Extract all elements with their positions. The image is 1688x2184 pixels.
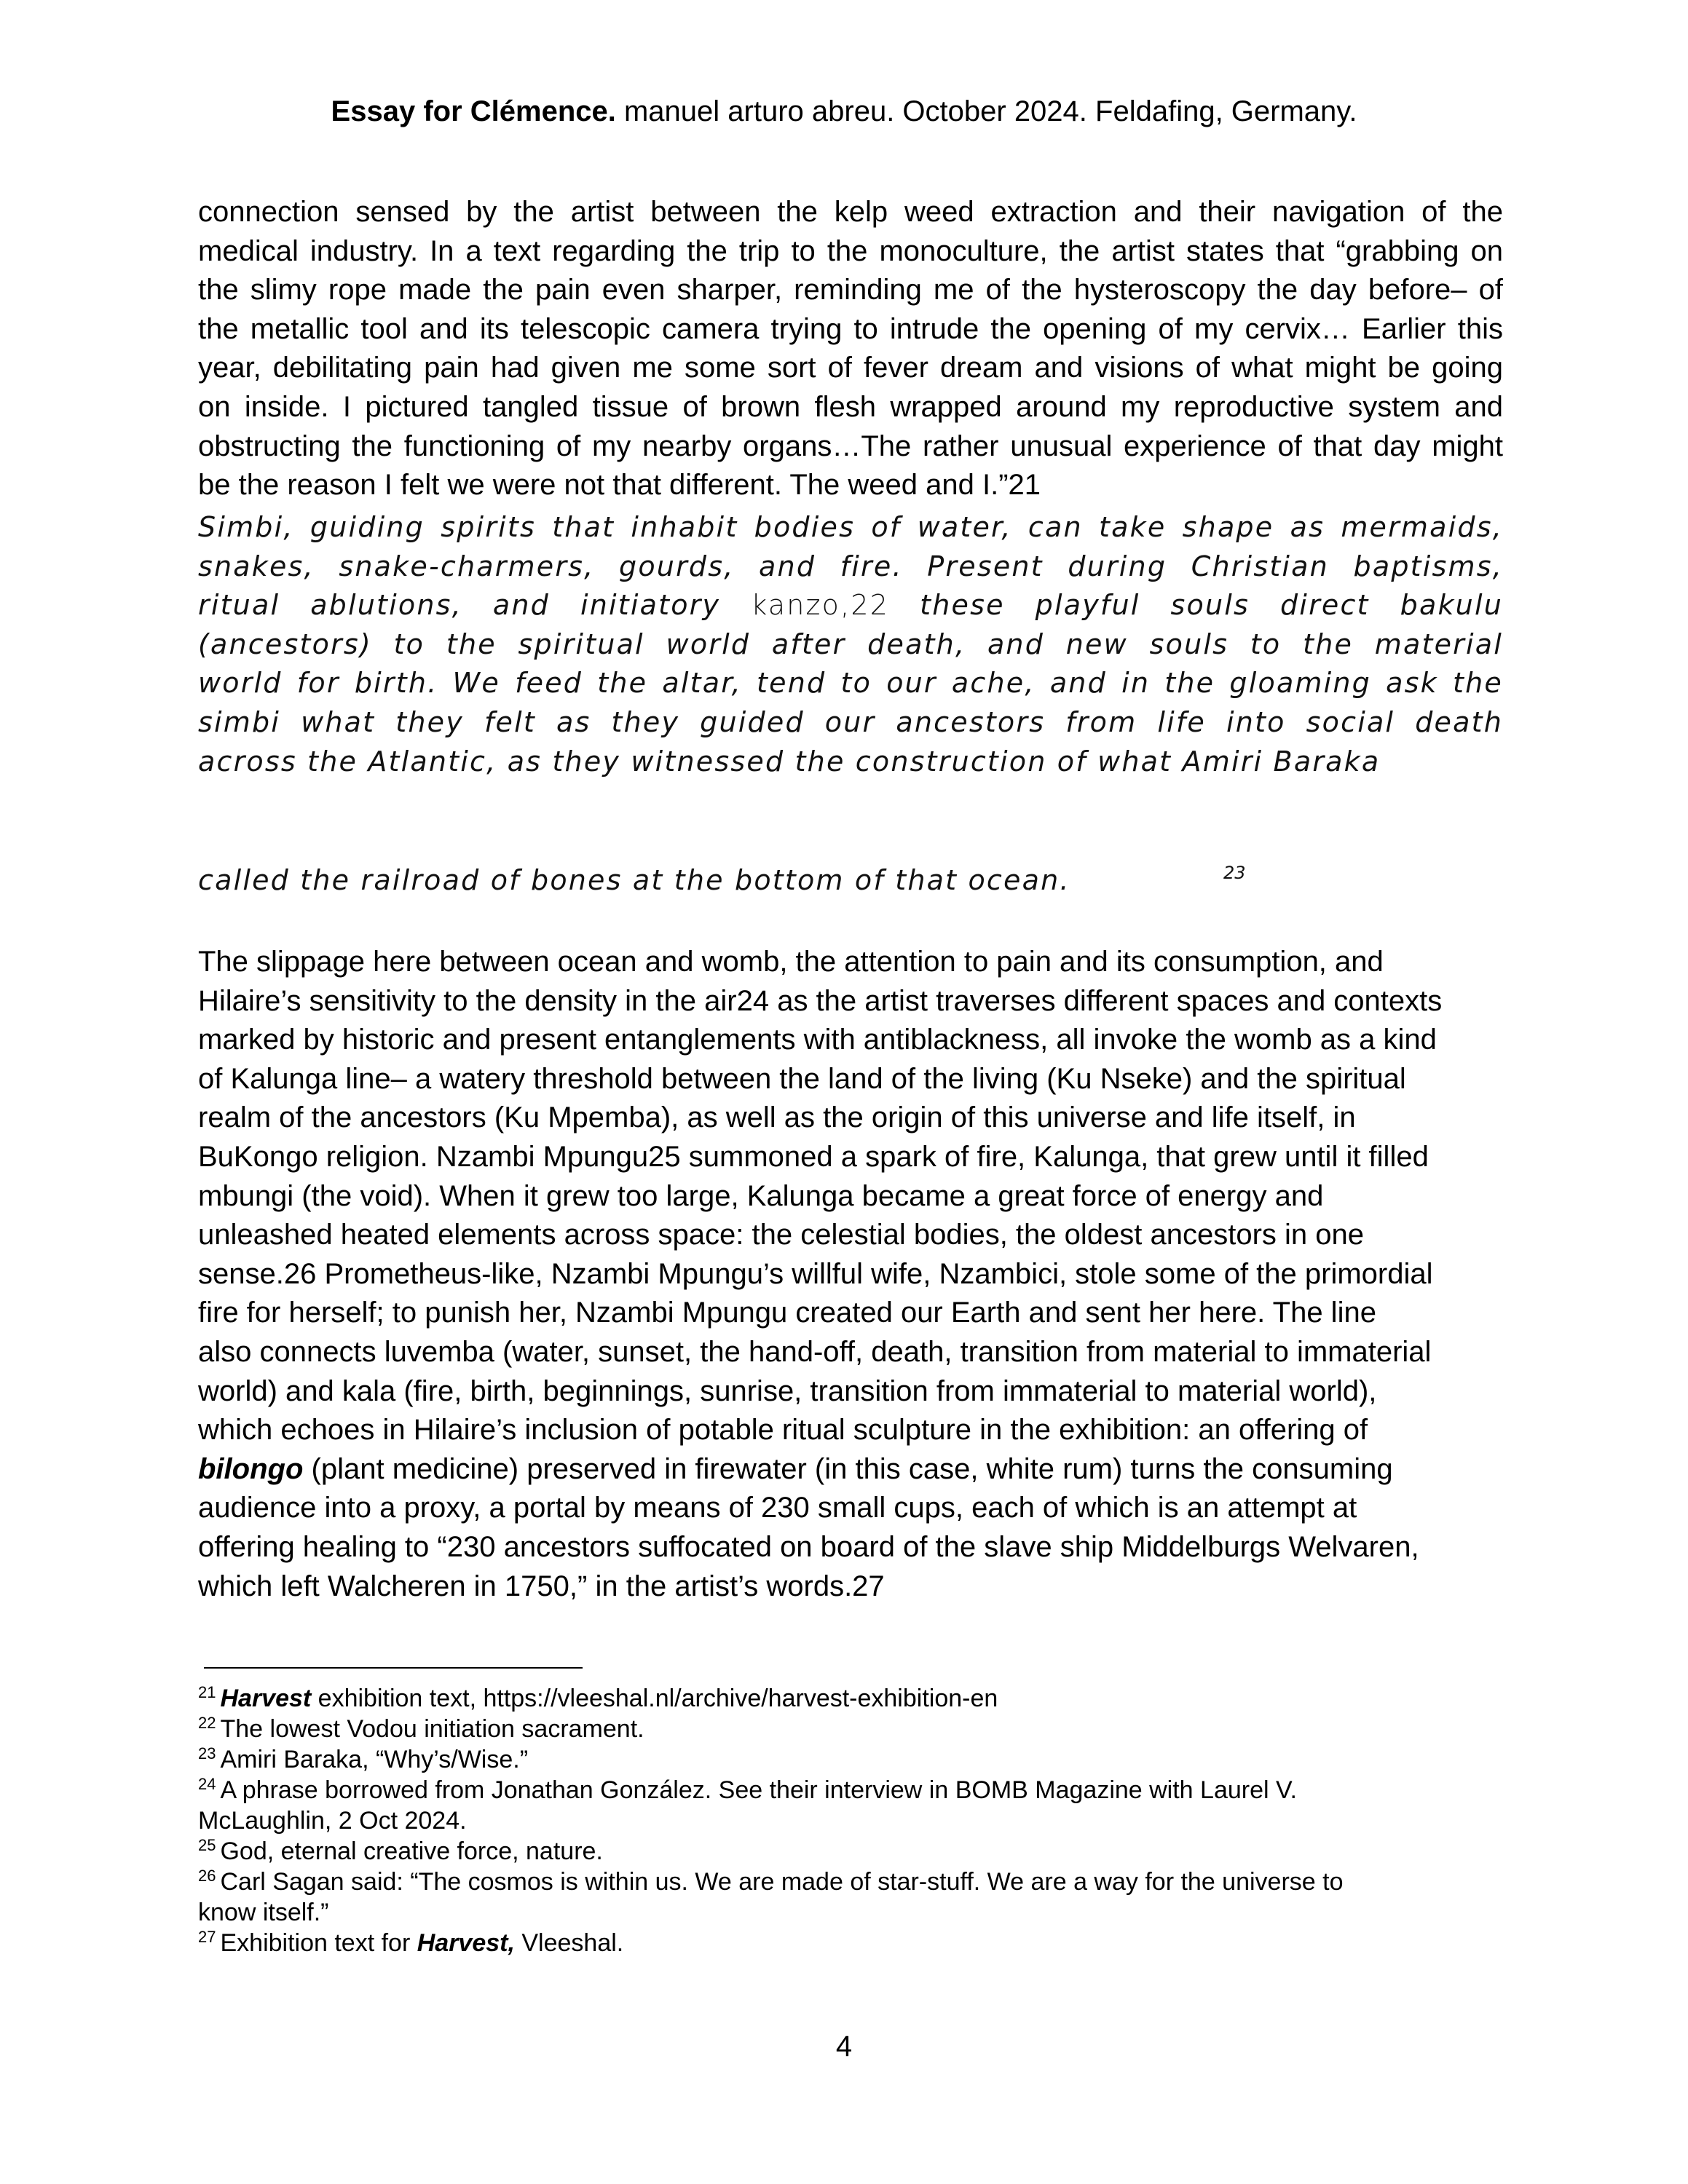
italic-line: world for birth. We feed the altar, tend to our ache, and in the gloaming ask the	[198, 667, 1503, 700]
text-line: BuKongo religion. Nzambi Mpungu25 summoned a spark of fire, Kalunga, that grew until it filled	[198, 1140, 1429, 1173]
text-line: audience into a proxy, a portal by means of 230 small cups, each of which is an attempt at	[198, 1492, 1357, 1524]
text-line: be the reason I felt we were not that different. The weed and I.”21	[198, 469, 1041, 502]
page-number: 4	[835, 2030, 853, 2062]
footnote-21	[198, 1683, 1509, 1714]
paragraph-1	[198, 193, 1503, 505]
italic-line: snakes, snake-charmers, gourds, and fire. Present during Christian baptisms,	[198, 550, 1503, 582]
footnote-number: 25	[198, 1836, 216, 1854]
footnote-text: exhibition text, https://vleeshal.nl/archive/harvest-exhibition-en	[311, 1685, 998, 1712]
footnote-text: Vleeshal.	[514, 1929, 624, 1957]
footnote-text: Carl Sagan said: “The cosmos is within us. We are made of star-stuff. We are a way for the universe to	[220, 1868, 1344, 1896]
footnote-25	[198, 1836, 1509, 1867]
footnote-text: Amiri Baraka, “Why’s/Wise.”	[220, 1746, 529, 1773]
footnote-26	[198, 1867, 1509, 1928]
text-line: the slimy rope made the pain even sharper, reminding me of the hysteroscopy the day before– of	[198, 274, 1503, 306]
text-line: unleashed heated elements across space: the celestial bodies, the oldest ancestors in one	[198, 1219, 1365, 1251]
italic-line-part: these playful souls direct bakulu	[889, 589, 1503, 622]
footnote-text: Exhibition text for	[220, 1929, 417, 1957]
footnote-number: 24	[198, 1775, 216, 1793]
text-line: on inside. I pictured tangled tissue of brown flesh wrapped around my reproductive system and	[198, 390, 1503, 423]
italic-line: across the Atlantic, as they witnessed the construction of what Amiri Baraka	[198, 745, 1381, 778]
footnote-number: 27	[198, 1928, 216, 1946]
text-line	[198, 1450, 1503, 1489]
kanzo-term: kanzo,22	[751, 589, 890, 622]
footnote-22	[198, 1714, 1509, 1744]
paragraph-2	[198, 943, 1503, 1606]
text-line: of Kalunga line– a watery threshold between the land of the living (Ku Nseke) and the spiritual	[198, 1062, 1406, 1095]
footnote-text: A phrase borrowed from Jonathan González. See their interview in BOMB Magazine with Laurel V.	[220, 1776, 1298, 1804]
text-line: sense.26 Prometheus-like, Nzambi Mpungu’s willful wife, Nzambici, stole some of the primordial	[198, 1257, 1433, 1290]
text-line: world) and kala (fire, birth, beginnings, sunrise, transition from immaterial to material world),	[198, 1374, 1377, 1407]
italic-line	[198, 586, 1503, 625]
text-line: the metallic tool and its telescopic camera trying to intrude the opening of my cervix… Earlier this	[198, 312, 1503, 345]
text-line: medical industry. In a text regarding the trip to the monoculture, the artist states that “grabbing on	[198, 234, 1503, 267]
footnote-title: Harvest	[220, 1685, 312, 1712]
page-header	[0, 93, 1688, 130]
text-line: offering healing to “230 ancestors suffocated on board of the slave ship Middelburgs Welvaren,	[198, 1530, 1419, 1563]
text-line: The slippage here between ocean and womb, the attention to pain and its consumption, and	[198, 946, 1384, 978]
footnote-number: 22	[198, 1714, 216, 1732]
italic-passage	[198, 508, 1503, 781]
footnote-number: 21	[198, 1683, 216, 1701]
footnote-marker-23: 23	[1223, 863, 1246, 883]
footnote-23	[198, 1744, 1509, 1775]
footnote-text: The lowest Vodou initiation sacrament.	[220, 1715, 644, 1743]
header-title: Essay for Clémence.	[331, 95, 616, 127]
text-line: also connects luvemba (water, sunset, the hand-off, death, transition from material to immaterial	[198, 1335, 1432, 1368]
footnotes	[198, 1683, 1509, 1958]
bilongo-term: bilongo	[198, 1452, 304, 1485]
text-line: Hilaire’s sensitivity to the density in the air24 as the artist traverses different spaces and contexts	[198, 984, 1443, 1017]
footnote-text-continuation: McLaughlin, 2 Oct 2024.	[198, 1807, 467, 1835]
footnote-24	[198, 1775, 1509, 1836]
text-line: connection sensed by the artist between the kelp weed extraction and their navigation of the	[198, 196, 1503, 228]
footnote-number: 23	[198, 1744, 216, 1762]
footnote-separator	[204, 1667, 583, 1669]
text-line: marked by historic and present entanglements with antiblackness, all invoke the womb as a kind	[198, 1024, 1437, 1056]
footnote-text: God, eternal creative force, nature.	[220, 1837, 603, 1865]
italic-line: Simbi, guiding spirits that inhabit bodies of water, can take shape as mermaids,	[198, 511, 1503, 543]
text-line: realm of the ancestors (Ku Mpemba), as well as the origin of this universe and life itself, in	[198, 1101, 1356, 1134]
text-line: obstructing the functioning of my nearby organs…The rather unusual experience of that day might	[198, 430, 1503, 462]
italic-continuation: called the railroad of bones at the bottom of that ocean.	[198, 864, 1070, 896]
footnote-text-continuation: know itself.”	[198, 1899, 329, 1926]
text-line-part: (plant medicine) preserved in firewater (in this case, white rum) turns the consuming	[303, 1452, 1393, 1485]
italic-line: simbi what they felt as they guided our ancestors from life into social death	[198, 705, 1503, 738]
footnote-title: Harvest,	[417, 1929, 515, 1957]
text-line: which left Walcheren in 1750,” in the artist’s words.27	[198, 1570, 885, 1602]
italic-line-part: ritual ablutions, and initiatory	[198, 589, 752, 622]
footnote-27	[198, 1928, 1509, 1958]
text-line: mbungi (the void). When it grew too large, Kalunga became a great force of energy and	[198, 1179, 1324, 1212]
header-byline: manuel arturo abreu. October 2024. Feldafing, Germany.	[615, 95, 1357, 127]
text-line: which echoes in Hilaire’s inclusion of potable ritual sculpture in the exhibition: an offering of	[198, 1414, 1368, 1447]
text-line: year, debilitating pain had given me some sort of fever dream and visions of what might be going	[198, 352, 1503, 384]
italic-line: (ancestors) to the spiritual world after death, and new souls to the material	[198, 628, 1503, 660]
footnote-number: 26	[198, 1867, 216, 1885]
text-line: fire for herself; to punish her, Nzambi Mpungu created our Earth and sent her here. The line	[198, 1297, 1376, 1329]
